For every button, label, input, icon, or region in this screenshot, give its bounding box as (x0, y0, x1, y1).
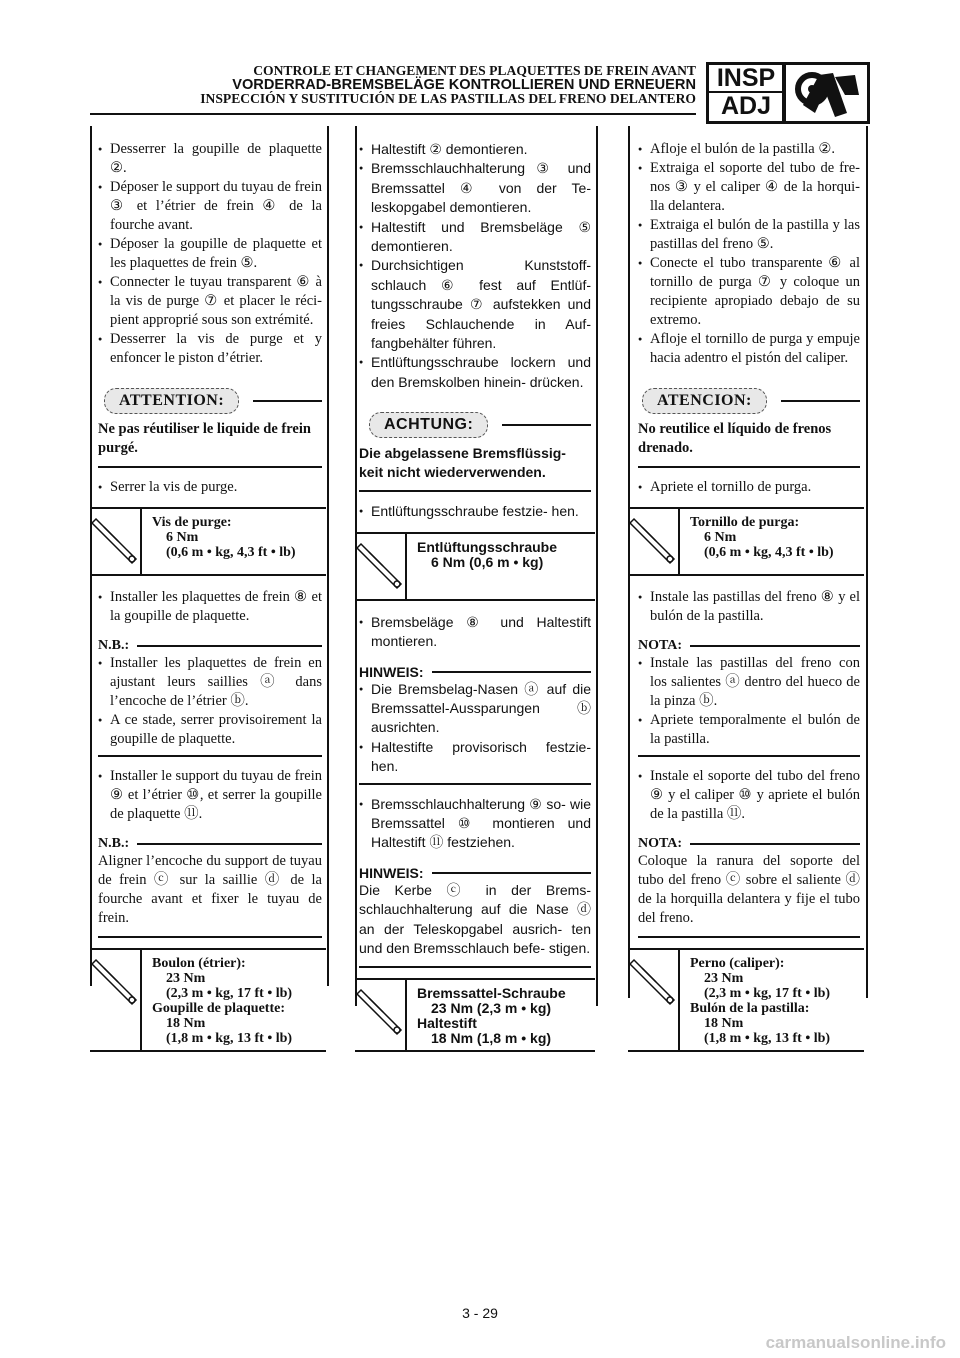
list-item: ● Entlüftungsschraube festzie- hen. (359, 502, 591, 521)
list-item: ● Durchsichtigen Kunststoff- schlauch ⑥ fest auf Entlüf- tungsschraube ⑦ aufstekken und freies Schlauchende in Auf- fangbehälter führen. (359, 256, 591, 353)
nb-label: HINWEIS: (359, 864, 424, 881)
divider (359, 490, 591, 492)
col1-right-line (327, 126, 329, 986)
fr-steps-3 (98, 588, 322, 626)
wrench-icon (782, 62, 870, 124)
torque-value: 6 Nm (704, 530, 737, 545)
es-nb2-heading (638, 836, 860, 852)
list-item: ● Instale las pastillas del freno ⑧ y el bulón de la pastilla. (638, 588, 860, 626)
torque-value: 23 Nm (166, 971, 206, 986)
page-number: 3 - 29 (462, 1305, 498, 1321)
torque-name: Boulon (étrier): (152, 956, 246, 971)
divider (359, 966, 591, 968)
attention-label: ATENCION: (642, 388, 767, 414)
nb-label: NOTA: (638, 638, 683, 653)
torque-value: 18 Nm (704, 1016, 744, 1031)
fr-steps-1 (98, 140, 322, 368)
divider (638, 936, 860, 938)
badge-top: INSP (716, 64, 776, 92)
attention-label: ATTENTION: (104, 388, 239, 414)
divider (638, 755, 860, 757)
torque-name: Bulón de la pastilla: (690, 1001, 810, 1016)
column-spanish (632, 126, 860, 1052)
list-item: ● Apriete temporalmente el bulón de la pastilla. (638, 711, 860, 749)
torque-value: 6 Nm (0,6 m • kg) (431, 553, 544, 570)
torque-value-alt: (1,8 m • kg, 13 ft • lb) (166, 1031, 293, 1046)
divider (98, 936, 322, 938)
torque-name: Haltestift (417, 1015, 477, 1032)
torque-value-alt: (0,6 m • kg, 4,3 ft • lb) (704, 545, 834, 560)
fr-torque-2 (90, 948, 326, 1052)
fr-steps-2 (98, 478, 322, 497)
es-torque-2 (628, 948, 864, 1052)
page-header (90, 64, 696, 106)
de-steps-1 (359, 140, 591, 392)
es-steps-2 (638, 478, 860, 497)
torque-value-alt: (2,3 m • kg, 17 ft • lb) (704, 986, 831, 1001)
es-nb-heading (638, 638, 860, 654)
list-item: ● Installer les plaquettes de frein en ajustant leurs saillies ⓐ dans l’encoche de l’étrier ⓑ. (98, 654, 322, 711)
torque-spec (142, 509, 296, 574)
list-item: ● Die Bremsbelag-Nasen ⓐ auf die Bremssattel-Aussparungen ⓑ ausrichten. (359, 680, 591, 738)
list-item: ● Installer le support du tuyau de frein ⑨ et l’étrier ⑩, et serrer la goupille de plaquette ⑪. (98, 767, 322, 824)
es-nb2-text: Coloque la ranura del soporte del tubo del freno ⓒ sobre el saliente ⓓ de la horquilla delantera y fije el tubo del freno. (638, 853, 860, 926)
list-item: ● Entlüftungsschraube lockern und den Bremskolben hinein- drücken. (359, 353, 591, 392)
es-attention-text: No reutilice el líquido de frenos drenado. (638, 421, 832, 456)
list-item: ● Haltestift ② demontieren. (359, 140, 591, 159)
col3-right-line (866, 126, 868, 998)
torque-value: 23 Nm (704, 971, 744, 986)
list-item: ● A ce stade, serrer provisoirement la goupille de plaquette. (98, 711, 322, 749)
torque-spec (680, 509, 834, 574)
torque-spec (142, 950, 292, 1050)
fr-nb-list (98, 654, 322, 749)
list-item: ● Afloje el tornillo de purga y empuje hacia adentro el pistón del caliper. (638, 330, 860, 368)
de-steps-3 (359, 613, 591, 652)
es-steps-1 (638, 140, 860, 368)
header-title-de: VORDERRAD-BREMSBELÄGE KONTROLLIEREN UND ERNEUERN (232, 77, 696, 93)
torque-wrench-icon (355, 980, 407, 1050)
list-item: ● Haltestift und Bremsbeläge ⑤ demontieren. (359, 218, 591, 257)
fr-torque-1 (90, 507, 326, 576)
fr-attention-heading (104, 388, 322, 414)
list-item: ● Extraiga el bulón de la pastilla y las pastillas del freno ⑤. (638, 216, 860, 254)
torque-wrench-icon (355, 534, 407, 599)
list-item: ● Connecter le tuyau transparent ⑥ à la vis de purge ⑦ et placer le réci- pient approprié sous son extrémité. (98, 273, 322, 330)
list-item: ● Extraiga el soporte del tubo de fre- nos ③ y el caliper ④ de la horqui- lla delantera. (638, 159, 860, 216)
fr-steps-4 (98, 767, 322, 824)
es-steps-3 (638, 588, 860, 626)
de-nb2-text: Die Kerbe ⓒ in der Brems- schlauchhalterung auf die Nase ⓓ an der Teleskopgabel ausrich- ten und den Bremsschlauch befe- stigen. (359, 881, 591, 956)
insp-adj-badge (706, 62, 786, 124)
list-item: ● Déposer la goupille de plaquette et les plaquettes de frein ⑤. (98, 235, 322, 273)
torque-name: Perno (caliper): (690, 956, 785, 971)
list-item: ● Instale las pastillas del freno con los salientes ⓐ dentro del hueco de la pinza ⓑ. (638, 654, 860, 711)
list-item: ● Déposer le support du tuyau de frein ③ et l’étrier de frein ④ de la fourche avant. (98, 178, 322, 235)
es-nb-list (638, 654, 860, 749)
es-torque-1 (628, 507, 864, 576)
nb-label: N.B.: (98, 638, 130, 653)
header-title-fr: CONTROLE ET CHANGEMENT DES PLAQUETTES DE FREIN AVANT (253, 63, 696, 78)
nb-label: N.B.: (98, 836, 130, 851)
torque-name: Goupille de plaquette: (152, 1001, 286, 1016)
list-item: ● Bremsschlauchhalterung ③ und Bremssattel ④ von der Te- leskopgabel demontieren. (359, 159, 591, 217)
torque-value: 18 Nm (166, 1016, 206, 1031)
nb-label: NOTA: (638, 836, 683, 851)
list-item: ● Conecte el tubo transparente ⑥ al tornillo de purga ⑦ y coloque un recipiente apropiado debajo de su extremo. (638, 254, 860, 330)
torque-wrench-icon (628, 950, 680, 1050)
list-item: ● Desserrer la vis de purge et y enfoncer le piston d’étrier. (98, 330, 322, 368)
fr-nb2-text: Aligner l’encoche du support de tuyau de frein ⓒ sur la saillie ⓓ de la fourche avant et fixer le tuyau de frein. (98, 853, 322, 926)
de-attention-text: Die abgelassene Bremsflüssig- keit nicht wiederverwenden. (359, 445, 566, 481)
header-rule (90, 113, 696, 115)
divider (359, 783, 591, 785)
es-steps-4 (638, 767, 860, 824)
torque-name: Bremssattel-Schraube (417, 985, 566, 1002)
list-item: ● Haltestifte provisorisch festzie- hen. (359, 738, 591, 777)
de-nb-list (359, 680, 591, 777)
torque-value-alt: (0,6 m • kg, 4,3 ft • lb) (166, 545, 296, 560)
list-item: ● Bremsbeläge ⑧ und Haltestift montieren. (359, 613, 591, 652)
torque-name: Tornillo de purga: (690, 515, 800, 530)
badge-bottom: ADJ (709, 91, 783, 119)
divider (98, 755, 322, 757)
attention-label: ACHTUNG: (369, 412, 488, 438)
list-item: ● Afloje el bulón de la pastilla ②. (638, 140, 860, 159)
fr-attention-text: Ne pas réutiliser le liquide de frein purgé. (98, 421, 311, 456)
de-steps-2 (359, 502, 591, 521)
torque-wrench-icon (628, 509, 680, 574)
list-item: ● Apriete el tornillo de purga. (638, 478, 860, 497)
list-item: ● Instale el soporte del tubo del freno ⑨ y el caliper ⑩ y apriete el bulón de la pastilla ⑪. (638, 767, 860, 824)
torque-value-alt: (2,3 m • kg, 17 ft • lb) (166, 986, 293, 1001)
torque-value: 6 Nm (166, 530, 199, 545)
de-nb-heading (359, 664, 591, 680)
de-steps-4 (359, 795, 591, 853)
fr-nb-heading (98, 638, 322, 654)
watermark: carmanualsonline.info (765, 1333, 946, 1352)
torque-value: 23 Nm (2,3 m • kg) (431, 1000, 552, 1017)
column-french (94, 126, 322, 1052)
torque-name: Entlüftungsschraube (417, 538, 558, 555)
de-attention-heading (369, 412, 591, 438)
de-nb2-heading (359, 865, 591, 881)
list-item: ● Bremsschlauchhalterung ⑨ so- wie Bremssattel ⑩ montieren und Haltestift ⑪ festziehen. (359, 795, 591, 853)
column-german (359, 126, 591, 1052)
torque-spec (680, 950, 830, 1050)
torque-wrench-icon (90, 950, 142, 1050)
torque-wrench-icon (90, 509, 142, 574)
list-item: ● Serrer la vis de purge. (98, 478, 322, 497)
header-title-es: INSPECCIÓN Y SUSTITUCIÓN DE LAS PASTILLAS DEL FRENO DELANTERO (200, 91, 696, 106)
divider (638, 466, 860, 468)
de-torque-1 (355, 532, 595, 601)
torque-spec (407, 980, 566, 1050)
torque-name: Vis de purge: (152, 515, 232, 530)
torque-value: 18 Nm (1,8 m • kg) (431, 1030, 552, 1047)
list-item: ● Desserrer la goupille de plaquette ②. (98, 140, 322, 178)
nb-label: HINWEIS: (359, 663, 424, 680)
col2-right-line (596, 126, 598, 1006)
torque-value-alt: (1,8 m • kg, 13 ft • lb) (704, 1031, 831, 1046)
divider (98, 466, 322, 468)
de-torque-2 (355, 978, 595, 1052)
torque-spec (407, 534, 557, 599)
es-attention-heading (642, 388, 860, 414)
list-item: ● Installer les plaquettes de frein ⑧ et la goupille de plaquette. (98, 588, 322, 626)
fr-nb2-heading (98, 836, 322, 852)
